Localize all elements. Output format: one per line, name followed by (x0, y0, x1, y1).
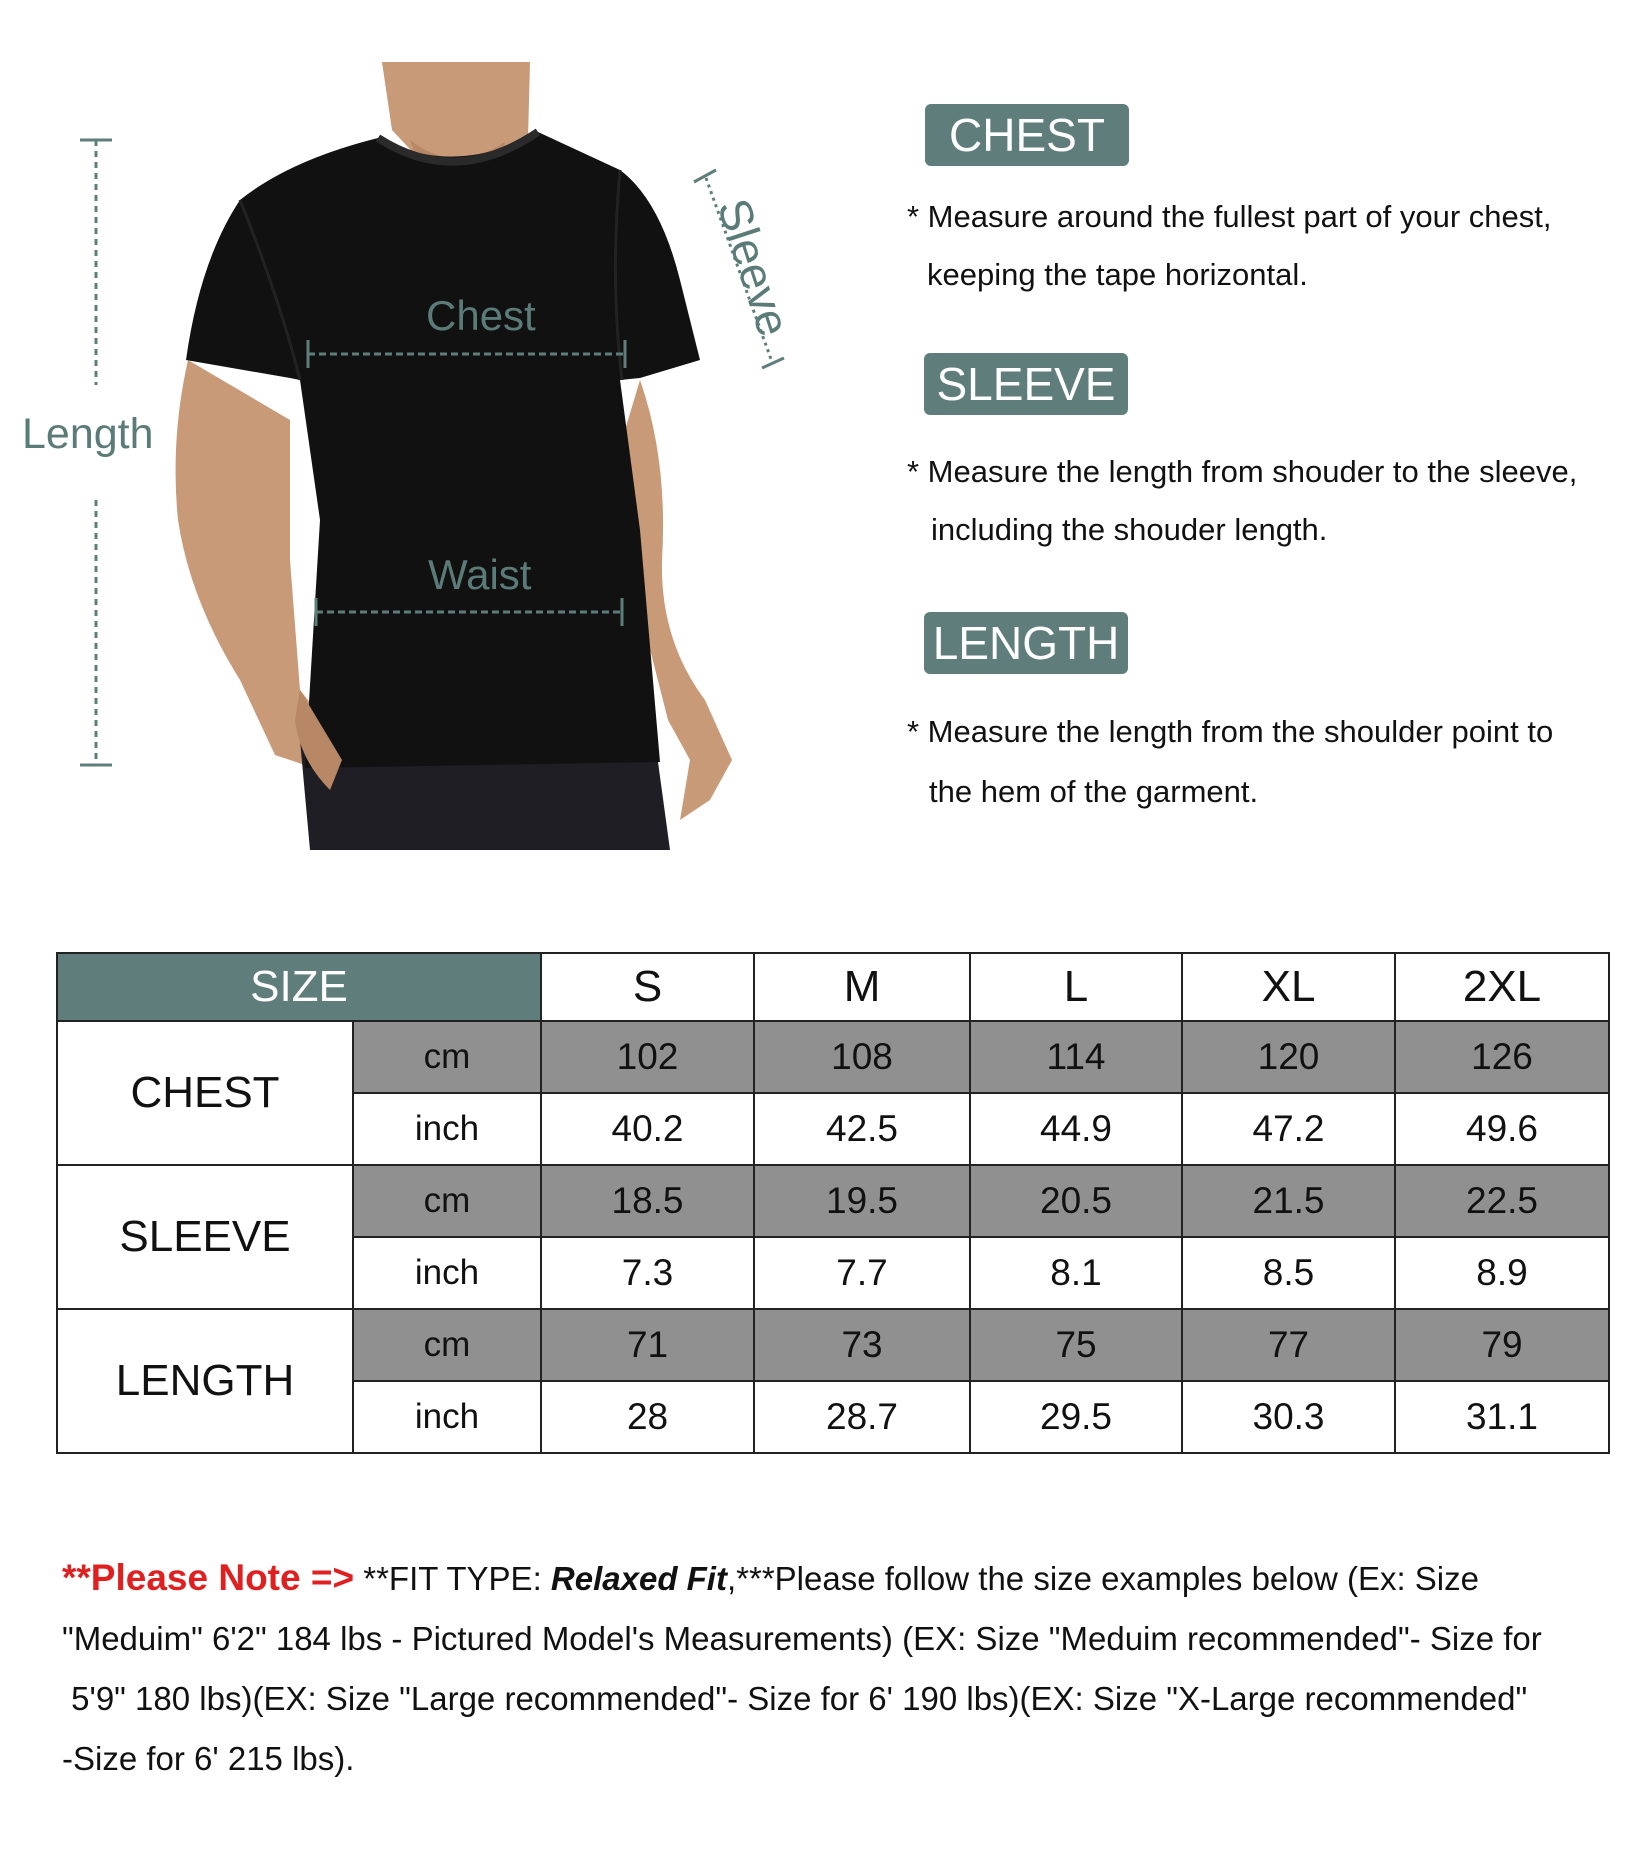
waist-label: Waist (428, 551, 532, 598)
note-text: 5'9" 180 lbs)(EX: Size "Large recommended"- Size for 6' 190 lbs)(EX: Size "X-Large recommended" (62, 1680, 1528, 1717)
value-cell: 28.7 (754, 1381, 970, 1453)
value-cell: 20.5 (970, 1165, 1182, 1237)
chest-badge: CHEST (925, 104, 1129, 166)
size-l-header: L (970, 953, 1182, 1021)
value-cell: 18.5 (541, 1165, 754, 1237)
value-cell: 42.5 (754, 1093, 970, 1165)
value-cell: 71 (541, 1309, 754, 1381)
sleeve-row-label: SLEEVE (57, 1165, 353, 1309)
chest-row-label: CHEST (57, 1021, 353, 1165)
size-xl-header: XL (1182, 953, 1395, 1021)
value-cell: 126 (1395, 1021, 1609, 1093)
unit-cell: cm (353, 1309, 541, 1381)
value-cell: 75 (970, 1309, 1182, 1381)
note-text: "Meduim" 6'2" 184 lbs - Pictured Model's Measurements) (EX: Size "Meduim recommended"- Size for (62, 1620, 1542, 1657)
note-text: -Size for 6' 215 lbs). (62, 1740, 355, 1777)
value-cell: 19.5 (754, 1165, 970, 1237)
chest-label: Chest (426, 292, 536, 339)
value-cell: 30.3 (1182, 1381, 1395, 1453)
chest-instruction-line: * Measure around the fullest part of your chest, (907, 199, 1552, 234)
value-cell: 44.9 (970, 1093, 1182, 1165)
value-cell: 29.5 (970, 1381, 1182, 1453)
value-cell: 79 (1395, 1309, 1609, 1381)
unit-cell: inch (353, 1381, 541, 1453)
table-row (57, 1021, 1609, 1093)
sleeve-instructions (907, 443, 1577, 559)
value-cell: 73 (754, 1309, 970, 1381)
note-fit-value: Relaxed Fit (550, 1560, 727, 1597)
note-text: ,***Please follow the size examples below (Ex: Size (726, 1560, 1479, 1597)
value-cell: 102 (541, 1021, 754, 1093)
size-2xl-header: 2XL (1395, 953, 1609, 1021)
value-cell: 108 (754, 1021, 970, 1093)
unit-cell: inch (353, 1093, 541, 1165)
size-s-header: S (541, 953, 754, 1021)
value-cell: 40.2 (541, 1093, 754, 1165)
length-row-label: LENGTH (57, 1309, 353, 1453)
value-cell: 7.3 (541, 1237, 754, 1309)
value-cell: 49.6 (1395, 1093, 1609, 1165)
value-cell: 22.5 (1395, 1165, 1609, 1237)
length-instruction-line: * Measure the length from the shoulder point to (907, 714, 1554, 749)
value-cell: 8.9 (1395, 1237, 1609, 1309)
sleeve-instruction-line: including the shouder length. (931, 512, 1328, 547)
size-header: SIZE (57, 953, 541, 1021)
note-fit-label: **FIT TYPE: (354, 1560, 551, 1597)
chest-instruction-line: keeping the tape horizontal. (927, 257, 1308, 292)
unit-cell: cm (353, 1021, 541, 1093)
fit-note (62, 1548, 1622, 1789)
value-cell: 8.5 (1182, 1237, 1395, 1309)
length-instructions (907, 702, 1553, 822)
value-cell: 77 (1182, 1309, 1395, 1381)
note-prefix: **Please Note => (62, 1557, 355, 1598)
value-cell: 8.1 (970, 1237, 1182, 1309)
value-cell: 28 (541, 1381, 754, 1453)
table-row (57, 1309, 1609, 1381)
value-cell: 47.2 (1182, 1093, 1395, 1165)
length-badge: LENGTH (924, 612, 1128, 674)
size-m-header: M (754, 953, 970, 1021)
unit-cell: inch (353, 1237, 541, 1309)
tshirt-illustration (0, 0, 850, 870)
length-instruction-line: the hem of the garment. (929, 774, 1259, 809)
value-cell: 7.7 (754, 1237, 970, 1309)
table-row (57, 1165, 1609, 1237)
unit-cell: cm (353, 1165, 541, 1237)
sleeve-label: Sleeve (707, 192, 801, 343)
value-cell: 21.5 (1182, 1165, 1395, 1237)
value-cell: 114 (970, 1021, 1182, 1093)
length-label: Length (22, 410, 154, 458)
value-cell: 120 (1182, 1021, 1395, 1093)
sleeve-badge: SLEEVE (924, 353, 1128, 415)
value-cell: 31.1 (1395, 1381, 1609, 1453)
size-chart-table (56, 952, 1610, 1454)
sleeve-instruction-line: * Measure the length from shouder to the sleeve, (907, 454, 1578, 489)
chest-instructions (907, 188, 1551, 304)
